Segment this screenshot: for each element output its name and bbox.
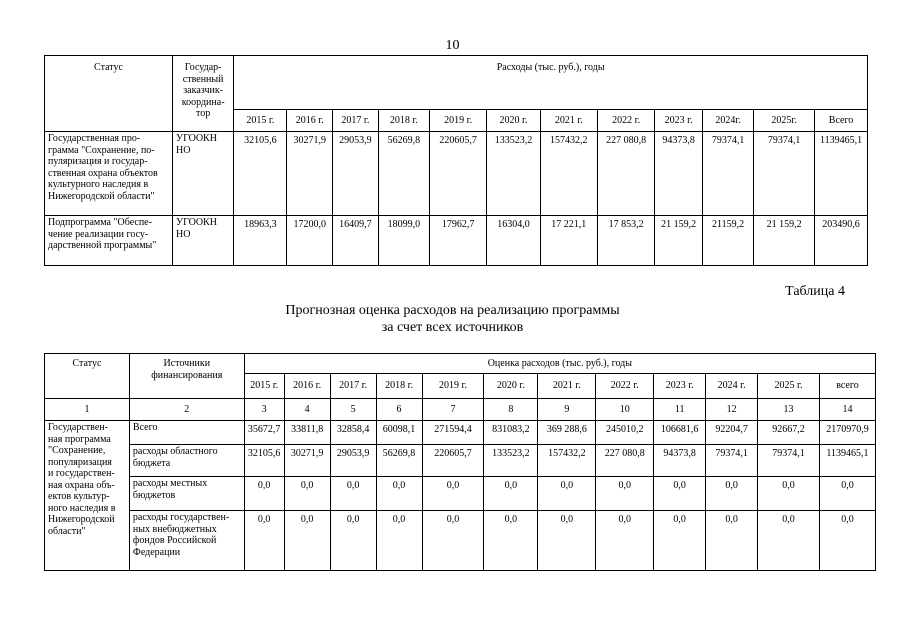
year-header: 2015 г.	[234, 110, 287, 132]
value-cell: 0,0	[758, 511, 820, 571]
source-cell: расходы местных бюджетов	[129, 477, 244, 511]
year-header: 2020 г.	[487, 110, 540, 132]
value-cell: 245010,2	[596, 421, 654, 445]
value-cell: 17 221,1	[540, 216, 597, 266]
year-header: 2019 г.	[430, 110, 487, 132]
value-cell: 92204,7	[706, 421, 758, 445]
value-cell: 0,0	[422, 511, 484, 571]
value-cell: 0,0	[654, 511, 706, 571]
total-cell: 0,0	[819, 511, 875, 571]
value-cell: 133523,2	[487, 132, 540, 216]
value-cell: 0,0	[538, 511, 596, 571]
table-subtitle: за счет всех источников	[381, 320, 524, 335]
column-number: 13	[758, 399, 820, 421]
value-cell: 32105,6	[244, 445, 284, 477]
source-cell: Всего	[129, 421, 244, 445]
status-header: Статус	[45, 56, 173, 132]
value-cell: 17962,7	[430, 216, 487, 266]
column-number: 9	[538, 399, 596, 421]
total-cell: 2170970,9	[819, 421, 875, 445]
value-cell: 21 159,2	[754, 216, 815, 266]
column-number: 2	[129, 399, 244, 421]
value-cell: 369 288,6	[538, 421, 596, 445]
status-cell: Подпрограмма "Обеспе- чение реализации госу- дарственной программы"	[45, 216, 173, 266]
year-header: 2018 г.	[376, 374, 422, 399]
total-cell: 1139465,1	[815, 132, 868, 216]
value-cell: 79374,1	[758, 445, 820, 477]
year-header: 2025 г.	[758, 374, 820, 399]
coordinator-cell: УГООКН НО	[173, 216, 234, 266]
value-cell: 0,0	[330, 511, 376, 571]
source-cell: расходы государствен- ных внебюджетных фондов Российской Федерации	[129, 511, 244, 571]
value-cell: 157432,2	[540, 132, 597, 216]
value-cell: 32105,6	[234, 132, 287, 216]
value-cell: 0,0	[422, 477, 484, 511]
year-header: 2024 г.	[706, 374, 758, 399]
year-header: 2023 г.	[655, 110, 703, 132]
table-row	[45, 132, 868, 216]
value-cell: 0,0	[596, 511, 654, 571]
source-cell: расходы областного бюджета	[129, 445, 244, 477]
value-cell: 0,0	[284, 511, 330, 571]
status-cell: Государственная про- грамма "Сохранение, по- пуляризация и государ- ственная охрана объектов культурного наследия в Нижегородской области"	[45, 132, 173, 216]
total-cell: 203490,6	[815, 216, 868, 266]
value-cell: 220605,7	[422, 445, 484, 477]
year-header: 2020 г.	[484, 374, 538, 399]
value-cell: 29053,9	[333, 132, 379, 216]
page-number: 10	[445, 38, 460, 53]
value-cell: 17200,0	[287, 216, 333, 266]
year-header: 2021 г.	[538, 374, 596, 399]
value-cell: 0,0	[484, 511, 538, 571]
column-number: 12	[706, 399, 758, 421]
year-header: 2021 г.	[540, 110, 597, 132]
table-row	[45, 216, 868, 266]
value-cell: 21159,2	[702, 216, 753, 266]
value-cell: 0,0	[376, 477, 422, 511]
value-cell: 0,0	[244, 511, 284, 571]
column-number: 14	[819, 399, 875, 421]
table-row	[45, 511, 876, 571]
year-header: 2017 г.	[330, 374, 376, 399]
value-cell: 0,0	[244, 477, 284, 511]
value-cell: 32858,4	[330, 421, 376, 445]
column-number: 5	[330, 399, 376, 421]
value-cell: 79374,1	[702, 132, 753, 216]
table-row	[45, 477, 876, 511]
year-header: 2015 г.	[244, 374, 284, 399]
column-number: 10	[596, 399, 654, 421]
value-cell: 56269,8	[376, 445, 422, 477]
column-number: 8	[484, 399, 538, 421]
column-number: 7	[422, 399, 484, 421]
value-cell: 60098,1	[376, 421, 422, 445]
value-cell: 92667,2	[758, 421, 820, 445]
estimate-years-header: Оценка расходов (тыс. руб.), годы	[244, 354, 875, 374]
total-header: Всего	[815, 110, 868, 132]
expenses-table	[44, 55, 868, 266]
value-cell: 227 080,8	[597, 132, 654, 216]
value-cell: 227 080,8	[596, 445, 654, 477]
value-cell: 33811,8	[284, 421, 330, 445]
year-header: 2017 г.	[333, 110, 379, 132]
value-cell: 0,0	[330, 477, 376, 511]
value-cell: 16304,0	[487, 216, 540, 266]
status-header: Статус	[45, 354, 130, 399]
table-row	[45, 445, 876, 477]
value-cell: 29053,9	[330, 445, 376, 477]
total-header: всего	[819, 374, 875, 399]
coordinator-cell: УГООКН НО	[173, 132, 234, 216]
value-cell: 18099,0	[378, 216, 429, 266]
value-cell: 30271,9	[284, 445, 330, 477]
value-cell: 0,0	[538, 477, 596, 511]
value-cell: 94373,8	[654, 445, 706, 477]
value-cell: 79374,1	[706, 445, 758, 477]
table-label: Таблица 4	[785, 284, 845, 299]
year-header: 2025г.	[754, 110, 815, 132]
column-number: 6	[376, 399, 422, 421]
value-cell: 35672,7	[244, 421, 284, 445]
table-title: Прогнозная оценка расходов на реализацию программы	[285, 303, 620, 318]
value-cell: 30271,9	[287, 132, 333, 216]
sources-header: Источники финансирования	[129, 354, 244, 399]
year-header: 2024г.	[702, 110, 753, 132]
value-cell: 18963,3	[234, 216, 287, 266]
year-header: 2019 г.	[422, 374, 484, 399]
column-number: 11	[654, 399, 706, 421]
forecast-table	[44, 353, 876, 571]
value-cell: 79374,1	[754, 132, 815, 216]
column-number: 3	[244, 399, 284, 421]
total-cell: 0,0	[819, 477, 875, 511]
value-cell: 106681,6	[654, 421, 706, 445]
coordinator-header: Государ- ственный заказчик- координа- тор	[173, 56, 234, 132]
value-cell: 133523,2	[484, 445, 538, 477]
total-cell: 1139465,1	[819, 445, 875, 477]
year-header: 2018 г.	[378, 110, 429, 132]
value-cell: 94373,8	[655, 132, 703, 216]
status-cell: Государствен- ная программа "Сохранение, популяризация и государствен- ная охрана объ- ектов культур- ного наследия в Нижегородской области"	[45, 421, 130, 571]
value-cell: 0,0	[654, 477, 706, 511]
year-header: 2016 г.	[284, 374, 330, 399]
value-cell: 0,0	[706, 477, 758, 511]
value-cell: 0,0	[706, 511, 758, 571]
value-cell: 0,0	[596, 477, 654, 511]
value-cell: 157432,2	[538, 445, 596, 477]
value-cell: 16409,7	[333, 216, 379, 266]
value-cell: 0,0	[376, 511, 422, 571]
value-cell: 0,0	[484, 477, 538, 511]
expenses-years-header: Расходы (тыс. руб.), годы	[234, 56, 868, 110]
value-cell: 0,0	[284, 477, 330, 511]
column-number: 4	[284, 399, 330, 421]
value-cell: 220605,7	[430, 132, 487, 216]
table-row	[45, 421, 876, 445]
value-cell: 0,0	[758, 477, 820, 511]
year-header: 2016 г.	[287, 110, 333, 132]
year-header: 2022 г.	[596, 374, 654, 399]
value-cell: 271594,4	[422, 421, 484, 445]
column-number-row	[45, 399, 876, 421]
value-cell: 56269,8	[378, 132, 429, 216]
year-header: 2022 г.	[597, 110, 654, 132]
value-cell: 17 853,2	[597, 216, 654, 266]
value-cell: 21 159,2	[655, 216, 703, 266]
year-header: 2023 г.	[654, 374, 706, 399]
value-cell: 831083,2	[484, 421, 538, 445]
column-number: 1	[45, 399, 130, 421]
